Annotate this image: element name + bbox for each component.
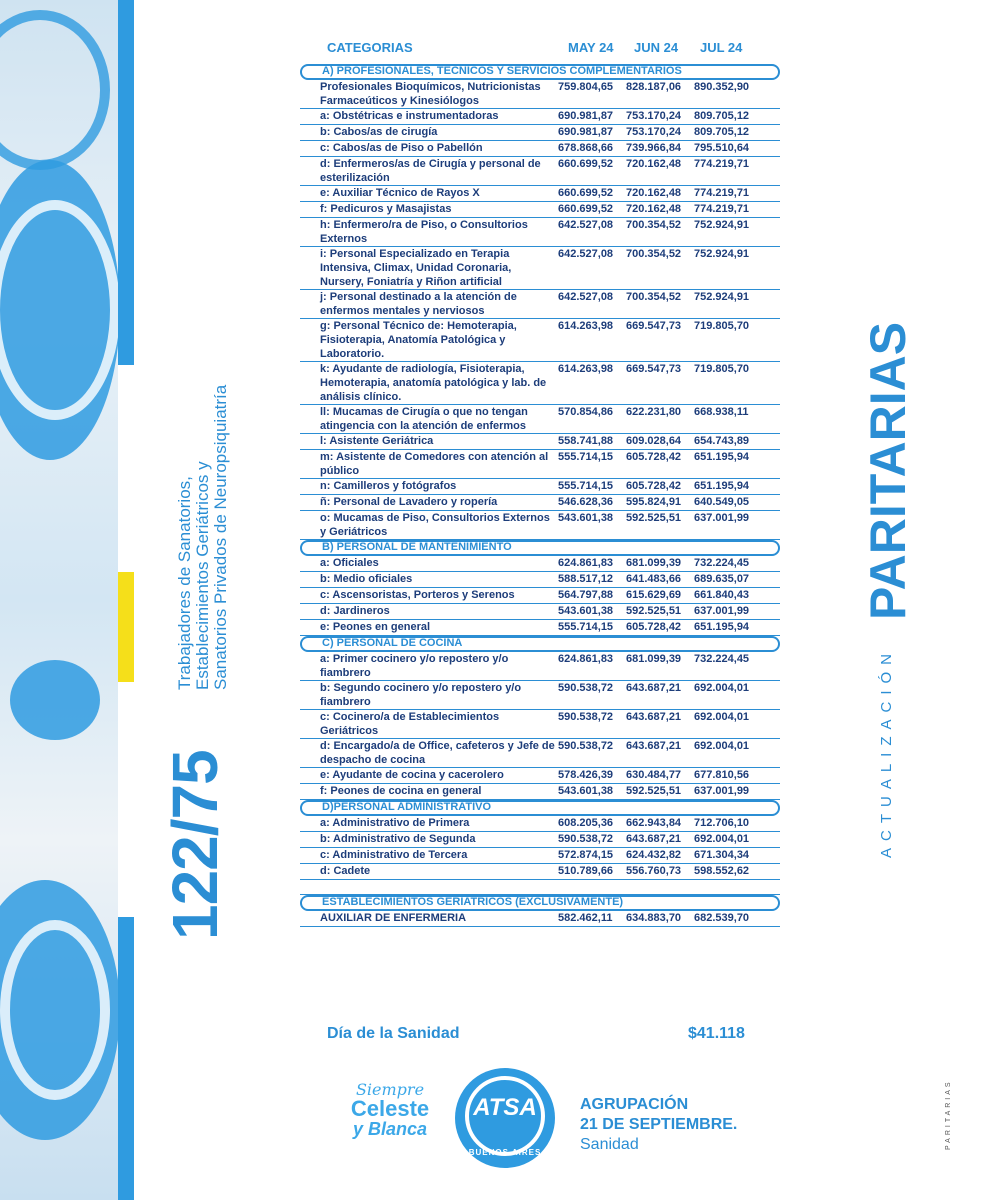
- value-jun: 700.354,52: [626, 248, 682, 260]
- value-jul: 809.705,12: [694, 110, 750, 122]
- header-jun: JUN 24: [634, 40, 679, 55]
- section-title: ESTABLECIMIENTOS GERIATRICOS (EXCLUSIVAMENTE): [322, 896, 624, 908]
- paritarias-title: PARITARIAS: [860, 321, 916, 620]
- value-may: 624.861,83: [558, 653, 614, 665]
- flag-photo: [0, 0, 118, 1200]
- value-jun: 605.728,42: [626, 621, 682, 633]
- table-row: [300, 141, 780, 157]
- agrupacion-block: [580, 1095, 737, 1155]
- value-may: 660.699,52: [558, 158, 614, 170]
- value-jun: 662.943,84: [626, 817, 682, 829]
- section-header: [300, 895, 780, 911]
- value-jul: 668.938,11: [694, 406, 749, 418]
- value-jul: 651.195,94: [694, 480, 750, 492]
- value-jun: 643.687,21: [626, 740, 682, 752]
- section-header: [300, 64, 780, 80]
- atsa-logo-text: ATSA: [473, 1094, 537, 1121]
- value-jul: 752.924,91: [694, 248, 750, 260]
- value-jun: 595.824,91: [626, 496, 682, 508]
- value-jun: 605.728,42: [626, 451, 682, 463]
- value-jun: 720.162,48: [626, 187, 682, 199]
- value-jul: 677.810,56: [694, 769, 750, 781]
- table-row: [300, 247, 780, 290]
- value-jul: 890.352,90: [694, 81, 750, 93]
- stripe-yellow: [118, 572, 134, 682]
- value-jul: 752.924,91: [694, 219, 750, 231]
- category-name: l: Asistente Geriátrica: [320, 435, 434, 447]
- value-may: 690.981,87: [558, 110, 614, 122]
- value-may: 555.714,15: [558, 621, 614, 633]
- value-jul: 712.706,10: [694, 817, 750, 829]
- agreement-desc-line3: Sanatorios Privados de Neuropsiquiatría: [211, 384, 230, 690]
- value-jul: 689.635,07: [694, 573, 750, 585]
- category-name: h: Enfermero/ra de Piso, o Consultorios Externos: [320, 219, 528, 245]
- value-jun: 592.525,51: [626, 512, 682, 524]
- category-name: a: Administrativo de Primera: [320, 817, 470, 829]
- value-jun: 739.966,84: [626, 142, 682, 154]
- value-jun: 615.629,69: [626, 589, 682, 601]
- table-row: [300, 710, 780, 739]
- category-name: a: Primer cocinero y/o repostero y/o fiambrero: [320, 653, 509, 679]
- value-jun: 700.354,52: [626, 219, 682, 231]
- table-row: [300, 768, 780, 784]
- category-name: i: Personal Especializado en Terapia Intensiva, Climax, Unidad Coronaria, Nursery, Foniatría y Riñon artificial: [320, 248, 512, 288]
- table-row: [300, 405, 780, 434]
- category-name: c: Cabos/as de Piso o Pabellón: [320, 142, 483, 154]
- value-jun: 630.484,77: [626, 769, 682, 781]
- value-may: 642.527,08: [558, 248, 614, 260]
- category-name: b: Medio oficiales: [320, 573, 413, 585]
- value-jul: 774.219,71: [694, 158, 750, 170]
- value-jun: 669.547,73: [626, 320, 682, 332]
- value-jun: 669.547,73: [626, 363, 682, 375]
- value-jul: 692.004,01: [694, 711, 750, 723]
- table-row: [300, 816, 780, 832]
- dia-sanidad-value: $41.118: [688, 1025, 745, 1042]
- category-name: m: Asistente de Comedores con atención al público: [320, 451, 549, 477]
- value-jul: 732.224,45: [694, 653, 750, 665]
- table-row: [300, 572, 780, 588]
- value-jun: 624.432,82: [626, 849, 682, 861]
- stripe-blue-bottom: [118, 917, 134, 1200]
- category-name: o: Mucamas de Piso, Consultorios Externos y Geriátricos: [320, 512, 550, 538]
- stripe-white: [118, 365, 134, 572]
- section-title: C) PERSONAL DE COCINA: [322, 637, 463, 649]
- category-name: c: Ascensoristas, Porteros y Serenos: [320, 589, 515, 601]
- value-jul: 795.510,64: [694, 142, 750, 154]
- value-may: 510.789,66: [558, 865, 614, 877]
- value-may: 582.462,11: [558, 912, 613, 924]
- value-may: 660.699,52: [558, 187, 614, 199]
- category-name: a: Obstétricas e instrumentadoras: [320, 110, 499, 122]
- value-jun: 622.231,80: [626, 406, 682, 418]
- value-may: 558.741,88: [558, 435, 614, 447]
- value-may: 642.527,08: [558, 219, 614, 231]
- category-name: d: Jardineros: [320, 605, 390, 617]
- value-may: 570.854,86: [558, 406, 614, 418]
- header-jul: JUL 24: [700, 40, 743, 55]
- value-jun: 592.525,51: [626, 785, 682, 797]
- value-may: 590.538,72: [558, 833, 614, 845]
- category-name: d: Encargado/a de Office, cafeteros y Jefe de despacho de cocina: [320, 740, 555, 766]
- siempre-text: Siempre: [355, 1080, 425, 1099]
- value-may: 572.874,15: [558, 849, 614, 861]
- value-jul: 637.001,99: [694, 605, 750, 617]
- category-name: f: Peones de cocina en general: [320, 785, 482, 797]
- table-row: [300, 479, 780, 495]
- actualizacion-subtitle: ACTUALIZACIÓN: [878, 646, 895, 858]
- table-row: [300, 681, 780, 710]
- value-jun: 753.170,24: [626, 126, 682, 138]
- value-jun: 720.162,48: [626, 203, 682, 215]
- category-name: ñ: Personal de Lavadero y ropería: [320, 496, 498, 508]
- table-row: [300, 652, 780, 681]
- value-may: 660.699,52: [558, 203, 614, 215]
- table-row: [300, 739, 780, 768]
- value-may: 543.601,38: [558, 785, 614, 797]
- table-row: [300, 125, 780, 141]
- value-may: 578.426,39: [558, 769, 614, 781]
- category-name: k: Ayudante de radiología, Fisioterapia, Hemoterapia, anatomía patológica y lab. de análisis clínico.: [320, 363, 547, 403]
- value-jun: 556.760,73: [626, 865, 682, 877]
- category-name: f: Pedicuros y Masajistas: [320, 203, 452, 215]
- value-may: 590.538,72: [558, 711, 614, 723]
- celeste-text: Celeste: [350, 1096, 430, 1121]
- table-row: [300, 495, 780, 511]
- category-name: g: Personal Técnico de: Hemoterapia, Fisioterapia, Anatomía Patológica y Laboratorio.: [320, 320, 517, 360]
- value-may: 759.804,65: [558, 81, 614, 93]
- value-jun: 720.162,48: [626, 158, 682, 170]
- category-name: b: Cabos/as de cirugía: [320, 126, 438, 138]
- value-may: 690.981,87: [558, 126, 614, 138]
- table-row: [300, 109, 780, 125]
- value-may: 564.797,88: [558, 589, 614, 601]
- value-jun: 700.354,52: [626, 291, 682, 303]
- collective-agreement-number: 122/75: [159, 750, 231, 940]
- table-row: [300, 848, 780, 864]
- value-may: 546.628,36: [558, 496, 614, 508]
- value-jun: 609.028,64: [626, 435, 682, 447]
- value-jun: 643.687,21: [626, 711, 682, 723]
- value-jun: 643.687,21: [626, 682, 682, 694]
- value-jul: 598.552,62: [694, 865, 750, 877]
- value-jul: 809.705,12: [694, 126, 750, 138]
- section-title: D)PERSONAL ADMINISTRATIVO: [322, 801, 492, 813]
- value-may: 555.714,15: [558, 480, 614, 492]
- value-jul: 654.743,89: [694, 435, 750, 447]
- table-row: [300, 80, 780, 109]
- value-jul: 671.304,34: [694, 849, 750, 861]
- value-jul: 692.004,01: [694, 740, 750, 752]
- table-row: [300, 362, 780, 405]
- value-may: 614.263,98: [558, 363, 614, 375]
- value-jul: 719.805,70: [694, 320, 750, 332]
- value-jun: 681.099,39: [626, 653, 682, 665]
- category-name: b: Administrativo de Segunda: [320, 833, 476, 845]
- value-may: 543.601,38: [558, 512, 614, 524]
- siempre-celeste-logo: [330, 1080, 450, 1140]
- value-jul: 682.539,70: [694, 912, 750, 924]
- value-may: 555.714,15: [558, 451, 614, 463]
- value-jun: 681.099,39: [626, 557, 682, 569]
- category-name: b: Segundo cocinero y/o repostero y/o fiambrero: [320, 682, 522, 708]
- value-jul: 651.195,94: [694, 621, 750, 633]
- header-categorias: CATEGORIAS: [327, 40, 413, 55]
- table-row: [300, 588, 780, 604]
- table-row: [300, 157, 780, 186]
- table-row: [300, 832, 780, 848]
- agrupacion-line3: Sanidad: [580, 1136, 639, 1153]
- header-may: MAY 24: [568, 40, 614, 55]
- category-name: a: Oficiales: [320, 557, 379, 569]
- stripe-white-2: [118, 682, 134, 917]
- blanca-text: y Blanca: [352, 1119, 428, 1139]
- value-jul: 752.924,91: [694, 291, 750, 303]
- table-row: [300, 202, 780, 218]
- category-name: e: Ayudante de cocina y cacerolero: [320, 769, 504, 781]
- category-name: ll: Mucamas de Cirugía o que no tengan atingencia con la atención de enfermos: [320, 406, 528, 432]
- table-row: [300, 218, 780, 247]
- value-may: 590.538,72: [558, 682, 614, 694]
- category-name: c: Administrativo de Tercera: [320, 849, 468, 861]
- table-row: [300, 864, 780, 880]
- value-jul: 774.219,71: [694, 203, 750, 215]
- value-jun: 641.483,66: [626, 573, 682, 585]
- table-row: [300, 319, 780, 362]
- section-title: B) PERSONAL DE MANTENIMIENTO: [322, 541, 512, 553]
- value-may: 614.263,98: [558, 320, 614, 332]
- value-may: 543.601,38: [558, 605, 614, 617]
- agreement-desc-line2: Establecimientos Geriátricos y: [193, 461, 212, 690]
- category-name: c: Cocinero/a de Establecimientos Geriátricos: [320, 711, 500, 737]
- table-row: [300, 620, 780, 636]
- value-jul: 640.549,05: [694, 496, 750, 508]
- table-row: [300, 450, 780, 479]
- dia-sanidad-label: Día de la Sanidad: [327, 1025, 460, 1042]
- table-row: [300, 511, 780, 540]
- left-vertical-title: [160, 340, 250, 940]
- atsa-logo-subtext: BUENOS AIRES: [468, 1148, 542, 1157]
- table-row: [300, 434, 780, 450]
- value-jul: 774.219,71: [694, 187, 750, 199]
- value-jul: 637.001,99: [694, 785, 750, 797]
- section-header: [300, 800, 780, 816]
- value-jul: 692.004,01: [694, 682, 750, 694]
- section-header: [300, 540, 780, 556]
- value-may: 588.517,12: [558, 573, 614, 585]
- category-name: AUXILIAR DE ENFERMERIA: [320, 912, 467, 924]
- value-may: 642.527,08: [558, 291, 614, 303]
- category-name: n: Camilleros y fotógrafos: [320, 480, 457, 492]
- category-name: d: Cadete: [320, 865, 371, 877]
- value-jun: 592.525,51: [626, 605, 682, 617]
- value-jun: 605.728,42: [626, 480, 682, 492]
- value-jul: 719.805,70: [694, 363, 750, 375]
- table-row: [300, 290, 780, 319]
- agrupacion-line2: 21 DE SEPTIEMBRE.: [580, 1116, 738, 1133]
- table-row: [300, 186, 780, 202]
- right-vertical-title: [858, 280, 918, 880]
- category-name: Profesionales Bioquímicos, Nutricionistas Farmaceúticos y Kinesiólogos: [320, 81, 541, 107]
- value-may: 608.205,36: [558, 817, 614, 829]
- value-jun: 753.170,24: [626, 110, 682, 122]
- category-name: e: Auxiliar Técnico de Rayos X: [320, 187, 480, 199]
- value-jun: 634.883,70: [626, 912, 682, 924]
- stripe-blue-top: [118, 0, 134, 365]
- value-jul: 661.840,43: [694, 589, 750, 601]
- salary-table: [300, 64, 780, 927]
- category-name: e: Peones en general: [320, 621, 431, 633]
- table-row: [300, 604, 780, 620]
- section-title: A) PROFESIONALES, TECNICOS Y SERVICIOS COMPLEMENTARIOS: [322, 65, 682, 77]
- section-header: [300, 636, 780, 652]
- value-may: 624.861,83: [558, 557, 614, 569]
- agrupacion-line1: AGRUPACIÓN: [580, 1096, 689, 1113]
- value-jul: 732.224,45: [694, 557, 750, 569]
- agreement-desc-line1: Trabajadores de Sanatorios,: [175, 476, 194, 690]
- value-jun: 643.687,21: [626, 833, 682, 845]
- atsa-logo: [455, 1068, 555, 1168]
- value-jun: 828.187,06: [626, 81, 682, 93]
- table-row: [300, 911, 780, 927]
- value-may: 590.538,72: [558, 740, 614, 752]
- value-jul: 692.004,01: [694, 833, 750, 845]
- value-jul: 651.195,94: [694, 451, 750, 463]
- value-jul: 637.001,99: [694, 512, 750, 524]
- category-name: j: Personal destinado a la atención de enfermos mentales y nerviosos: [320, 291, 517, 317]
- edge-label: PARITARIAS: [945, 1079, 952, 1150]
- category-name: d: Enfermeros/as de Cirugía y personal de esterilización: [320, 158, 541, 184]
- table-row: [300, 556, 780, 572]
- table-row: [300, 784, 780, 800]
- value-may: 678.868,66: [558, 142, 614, 154]
